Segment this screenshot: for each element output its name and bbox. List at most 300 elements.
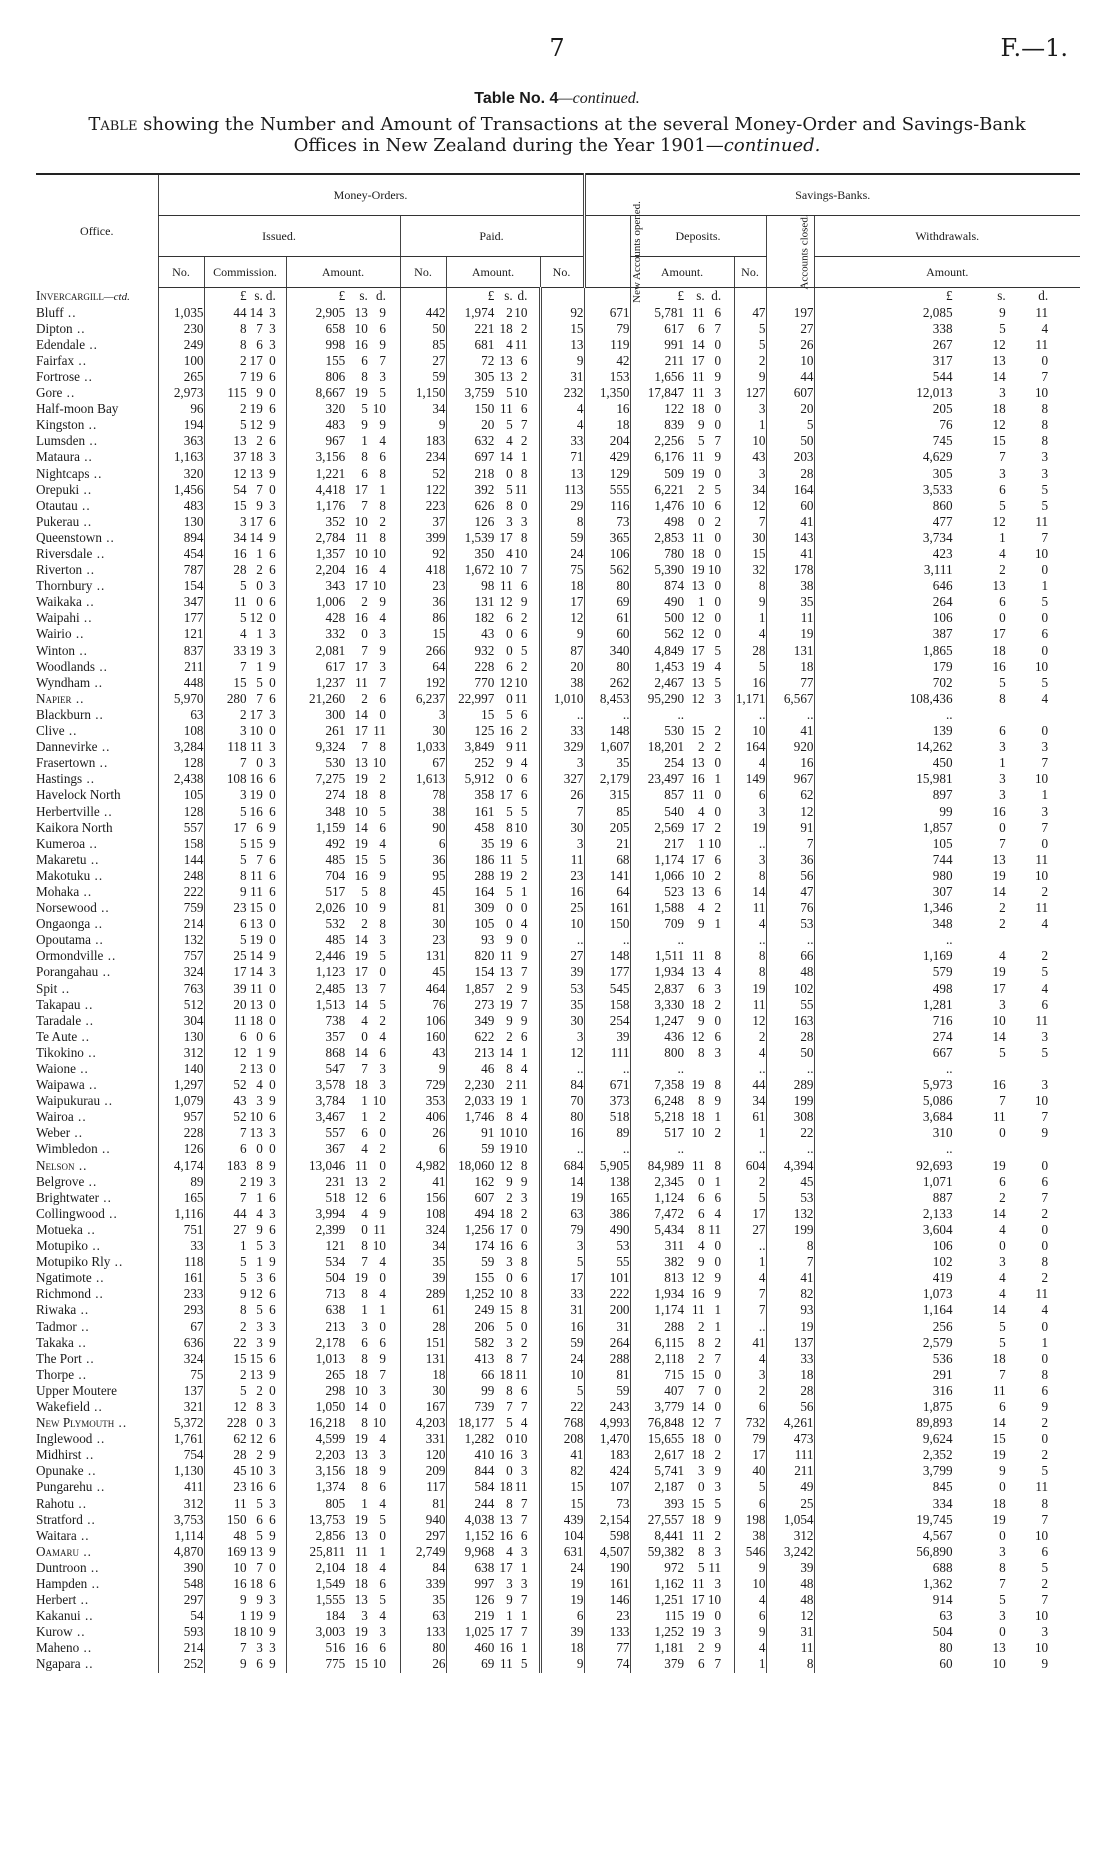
deposits-amount-cell-pence: 0 bbox=[714, 787, 722, 803]
table-row bbox=[36, 433, 1080, 449]
withdrawals-amount-cell-pounds: 338 bbox=[932, 320, 953, 336]
paid-amount-cell-shillings: 2 bbox=[506, 1077, 513, 1093]
issued-amount-cell-pounds: 2,204 bbox=[315, 562, 346, 578]
issued-no-cell: 411 bbox=[158, 1479, 204, 1495]
commission-units-pounds: £ bbox=[240, 288, 247, 304]
office-name bbox=[36, 1335, 158, 1351]
office-name-text: Winton bbox=[36, 642, 76, 658]
issued-amount-cell bbox=[286, 401, 400, 417]
commission-cell bbox=[204, 1190, 286, 1206]
deposits-amount-units bbox=[630, 288, 734, 305]
leader-dots: .. bbox=[95, 658, 108, 674]
deposits-no-cell: 77 bbox=[584, 1640, 630, 1656]
commission-cell-shillings: 7 bbox=[256, 320, 263, 336]
withdrawals-amount-cell-pounds: 9,624 bbox=[922, 1431, 953, 1447]
issued-amount-cell bbox=[286, 755, 400, 771]
paid-no-cell: 38 bbox=[400, 804, 446, 820]
commission-cell bbox=[204, 353, 286, 369]
withdrawals-amount-cell-pence: 5 bbox=[1041, 674, 1049, 690]
accounts-closed-cell: 19 bbox=[734, 820, 766, 836]
new-accounts-cell: 10 bbox=[540, 1367, 584, 1383]
paid-amount-cell-pounds: 844 bbox=[474, 1463, 495, 1479]
paid-no-cell: 23 bbox=[400, 932, 446, 948]
commission-cell-pounds: 5 bbox=[240, 932, 247, 948]
deposits-amount-cell-pence: 8 bbox=[714, 1077, 722, 1093]
deposits-amount-cell-pounds: 17,847 bbox=[647, 385, 685, 401]
withdrawals-amount-cell bbox=[814, 884, 1080, 900]
issued-amount-cell-shillings: 7 bbox=[361, 1061, 368, 1076]
issued-amount-cell-shillings: 10 bbox=[354, 320, 368, 336]
paid-amount-cell-pounds: 739 bbox=[474, 1398, 495, 1414]
commission-cell-pounds: 5 bbox=[240, 610, 247, 626]
issued-no-cell: 33 bbox=[158, 1238, 204, 1254]
accounts-closed-cell: 1 bbox=[734, 417, 766, 433]
deposits-amount-cell bbox=[630, 1319, 734, 1335]
issued-amount-cell-pence: 5 bbox=[379, 385, 386, 401]
paid-amount-cell bbox=[446, 1061, 540, 1077]
office-continued: —ctd. bbox=[103, 290, 130, 303]
issued-amount-cell-shillings: 19 bbox=[354, 1431, 368, 1447]
deposits-amount-cell bbox=[630, 932, 734, 948]
issued-amount-cell-shillings: 17 bbox=[354, 658, 368, 674]
commission-cell-pounds: 44 bbox=[233, 1205, 247, 1221]
issued-no-cell: 837 bbox=[158, 643, 204, 659]
accounts-closed-cell: 15 bbox=[734, 546, 766, 562]
commission-cell-shillings: 17 bbox=[249, 513, 263, 529]
paid-amount-cell-shillings: 5 bbox=[506, 481, 513, 497]
new-accounts-cell: 15 bbox=[540, 1496, 584, 1512]
deposits-amount-cell-pence: 6 bbox=[714, 1028, 722, 1044]
office-name bbox=[36, 546, 158, 562]
deposits-amount-cell-pounds: .. bbox=[677, 1141, 685, 1157]
commission-cell-pounds: 15 bbox=[233, 497, 247, 513]
table-row bbox=[36, 1415, 1080, 1431]
table-row bbox=[36, 1029, 1080, 1045]
issued-amount-cell-shillings: 14 bbox=[354, 1044, 368, 1060]
commission-cell-pounds: 8 bbox=[240, 336, 247, 352]
deposits-amount-cell-pounds: 2,345 bbox=[654, 1173, 685, 1189]
deposits-amount-units-pence: d. bbox=[711, 288, 722, 304]
leader-dots: .. bbox=[85, 835, 98, 851]
commission-cell-shillings: 6 bbox=[256, 1511, 263, 1527]
commission-cell-pence: 0 bbox=[269, 481, 276, 497]
withdrawals-amount-cell-pence: 9 bbox=[1041, 1125, 1049, 1141]
withdrawals-no-cell: 3,242 bbox=[766, 1544, 814, 1560]
paid-amount-cell-pounds: 413 bbox=[474, 1350, 495, 1366]
issued-amount-cell-pence: 9 bbox=[379, 867, 386, 883]
commission-cell-shillings: 19 bbox=[249, 932, 263, 948]
paid-amount-cell-shillings: 5 bbox=[506, 1415, 513, 1431]
paid-amount-cell-shillings: 13 bbox=[499, 964, 513, 980]
issued-amount-cell-pence: 6 bbox=[379, 1576, 386, 1591]
issued-amount-cell-pence: 9 bbox=[379, 417, 386, 433]
leader-dots: .. bbox=[74, 352, 87, 368]
new-accounts-cell: 439 bbox=[540, 1512, 584, 1528]
withdrawals-amount-cell-pounds: 139 bbox=[932, 723, 953, 739]
office-name bbox=[36, 369, 158, 385]
commission-cell-pence: 6 bbox=[269, 1109, 276, 1125]
withdrawals-amount-cell bbox=[814, 1383, 1080, 1399]
withdrawals-no-cell: 199 bbox=[766, 1222, 814, 1238]
paid-no-cell: 4,203 bbox=[400, 1415, 446, 1431]
issued-amount-cell bbox=[286, 385, 400, 401]
withdrawals-amount-cell bbox=[814, 981, 1080, 997]
office-name bbox=[36, 900, 158, 916]
issued-amount-cell-pounds: 806 bbox=[325, 368, 346, 384]
deposits-no-cell: 79 bbox=[584, 321, 630, 337]
deposits-no-cell: 555 bbox=[584, 482, 630, 498]
table-title-continued: —continued. bbox=[558, 90, 640, 107]
withdrawals-no-cell: 5 bbox=[766, 417, 814, 433]
commission-cell-pounds: 118 bbox=[227, 739, 247, 755]
office-name bbox=[36, 804, 158, 820]
deposits-no-cell: 222 bbox=[584, 1286, 630, 1302]
deposits-amount-cell bbox=[630, 1576, 734, 1592]
paid-amount-cell-pence: 3 bbox=[520, 1463, 528, 1479]
issued-no-cell: 304 bbox=[158, 1013, 204, 1029]
commission-cell-pounds: 28 bbox=[233, 1447, 247, 1463]
office-name-text: Takaka bbox=[36, 1334, 74, 1350]
paid-no-cell: 23 bbox=[400, 578, 446, 594]
new-accounts-cell: .. bbox=[540, 1061, 584, 1077]
commission-cell-shillings: 17 bbox=[249, 706, 263, 722]
withdrawals-amount-cell bbox=[814, 787, 1080, 803]
withdrawals-amount-cell-pounds: 105 bbox=[932, 835, 953, 851]
withdrawals-no-cell: 60 bbox=[766, 498, 814, 514]
table-row bbox=[36, 1496, 1080, 1512]
deposits-amount-units-pounds: £ bbox=[677, 288, 685, 304]
issued-amount-cell-pence: 9 bbox=[379, 336, 386, 352]
withdrawals-no-cell: 53 bbox=[766, 1190, 814, 1206]
paid-amount-cell-pounds: 98 bbox=[481, 578, 495, 594]
deposits-amount-cell bbox=[630, 1286, 734, 1302]
deposits-amount-cell bbox=[630, 546, 734, 562]
accounts-closed-cell: 41 bbox=[734, 1335, 766, 1351]
issued-amount-cell-pence: 4 bbox=[379, 562, 386, 578]
issued-amount-cell-shillings: 11 bbox=[355, 674, 368, 690]
paid-amount-cell-pounds: 1,025 bbox=[464, 1624, 495, 1640]
deposits-no-cell: 204 bbox=[584, 433, 630, 449]
office-name-text: Opoutama bbox=[36, 932, 91, 948]
leader-dots: .. bbox=[79, 1543, 92, 1559]
issued-no-cell: 228 bbox=[158, 1125, 204, 1141]
paid-amount-cell-shillings: 16 bbox=[499, 1640, 513, 1656]
paid-amount-cell-pence: 7 bbox=[520, 1592, 528, 1608]
accounts-closed-cell: 732 bbox=[734, 1415, 766, 1431]
new-accounts-cell: 9 bbox=[540, 626, 584, 642]
issued-amount-cell-pence: 6 bbox=[379, 1479, 386, 1495]
deposits-no-cell: 31 bbox=[584, 1319, 630, 1335]
paid-amount-cell-pence: 6 bbox=[520, 352, 528, 368]
table-row bbox=[36, 1254, 1080, 1270]
paid-amount-cell-pence: 8 bbox=[520, 1286, 528, 1302]
deposits-amount-cell bbox=[630, 1190, 734, 1206]
commission-cell-shillings: 9 bbox=[256, 385, 263, 401]
issued-amount-cell-pounds: 3,156 bbox=[315, 1463, 346, 1479]
withdrawals-amount-cell-pounds: 2,133 bbox=[922, 1205, 953, 1221]
leader-dots: .. bbox=[85, 433, 98, 449]
leader-dots: .. bbox=[79, 1640, 93, 1656]
deposits-amount-cell-pounds: 1,656 bbox=[654, 368, 685, 384]
commission-cell-pence: 6 bbox=[269, 1028, 276, 1044]
paid-no-cell: 50 bbox=[400, 321, 446, 337]
paid-amount-cell-pounds: 820 bbox=[474, 948, 495, 964]
paid-no-cell: 297 bbox=[400, 1528, 446, 1544]
commission-cell-shillings: 15 bbox=[249, 835, 263, 851]
leader-dots: .. bbox=[84, 1173, 98, 1189]
withdrawals-amount-cell bbox=[814, 1656, 1080, 1672]
office-name bbox=[36, 1319, 158, 1335]
paid-amount-cell-shillings: 8 bbox=[506, 819, 513, 835]
paid-no-cell: 39 bbox=[400, 1270, 446, 1286]
withdrawals-amount-cell-pence: 5 bbox=[1041, 497, 1049, 513]
issued-amount-cell-shillings: 11 bbox=[355, 529, 368, 545]
new-accounts-cell: 70 bbox=[540, 1093, 584, 1109]
issued-no-cell: 96 bbox=[158, 401, 204, 417]
accounts-closed-cell: 30 bbox=[734, 530, 766, 546]
deposits-amount-cell-shillings: 11 bbox=[691, 1576, 705, 1591]
withdrawals-amount-cell-pounds: 307 bbox=[932, 883, 953, 899]
paid-amount-cell-shillings: 17 bbox=[499, 1221, 513, 1237]
office-name bbox=[36, 884, 158, 900]
deposits-amount-cell bbox=[630, 1383, 734, 1399]
withdrawals-amount-cell-pence: 3 bbox=[1041, 739, 1049, 755]
issued-no-cell: 312 bbox=[158, 1496, 204, 1512]
table-row bbox=[36, 755, 1080, 771]
withdrawals-amount-cell-pounds: 102 bbox=[932, 1254, 953, 1270]
commission-cell-pounds: 2 bbox=[240, 1366, 247, 1382]
deposits-amount-cell-pence: 6 bbox=[714, 304, 722, 320]
deposits-amount-cell-pounds: 5,741 bbox=[654, 1463, 685, 1479]
office-name-text: Blackburn bbox=[36, 706, 91, 722]
commission-cell-pounds: 52 bbox=[233, 1077, 247, 1093]
issued-amount-cell-pence: 3 bbox=[379, 1382, 386, 1398]
office-name bbox=[36, 1560, 158, 1576]
commission-cell-pence: 6 bbox=[269, 562, 276, 578]
new-accounts-cell: 13 bbox=[540, 337, 584, 353]
withdrawals-amount-cell-shillings: 3 bbox=[999, 739, 1006, 755]
issued-amount-cell-pounds: 530 bbox=[325, 755, 346, 771]
withdrawals-no-cell: 199 bbox=[766, 1093, 814, 1109]
commission-cell-shillings: 5 bbox=[256, 1302, 263, 1318]
deposits-amount-cell-pounds: 6,248 bbox=[654, 1093, 685, 1109]
paid-amount-cell bbox=[446, 1367, 540, 1383]
leader-dots: .. bbox=[110, 1254, 124, 1270]
withdrawals-amount-cell-pounds: 4,629 bbox=[922, 449, 953, 465]
commission-cell-pence: 3 bbox=[269, 1318, 276, 1334]
commission-cell bbox=[204, 868, 286, 884]
deposits-amount-cell-pence: 0 bbox=[714, 1254, 722, 1270]
deposits-amount-cell-shillings: 9 bbox=[698, 1012, 705, 1028]
paid-amount-cell bbox=[446, 1077, 540, 1093]
office-name-text: Brightwater bbox=[36, 1189, 99, 1205]
deposits-amount-cell-shillings: 12 bbox=[691, 610, 705, 626]
savings-banks-header: Savings-Banks. bbox=[584, 174, 1080, 216]
issued-amount-cell bbox=[286, 643, 400, 659]
issued-amount-cell-pence: 2 bbox=[379, 1109, 386, 1125]
issued-no-cell: 3,284 bbox=[158, 739, 204, 755]
withdrawals-amount-cell-pence: 11 bbox=[1035, 304, 1049, 320]
deposits-amount-cell-shillings: 4 bbox=[698, 900, 705, 916]
issued-amount-cell-shillings: 14 bbox=[354, 1398, 368, 1414]
withdrawals-amount-cell-pounds: 334 bbox=[932, 1495, 953, 1511]
deposits-no-cell: 69 bbox=[584, 594, 630, 610]
leader-dots: .. bbox=[86, 851, 100, 867]
commission-cell-shillings: 1 bbox=[256, 1254, 263, 1270]
paid-amount-cell-pounds: 69 bbox=[481, 1656, 495, 1672]
office-name-text: Richmond bbox=[36, 1286, 91, 1302]
issued-amount-cell-pounds: 348 bbox=[325, 803, 346, 819]
office-name bbox=[36, 1270, 158, 1286]
withdrawals-amount-cell-pence: 10 bbox=[1034, 867, 1049, 883]
paid-no-cell: 45 bbox=[400, 884, 446, 900]
deposits-no-cell: 141 bbox=[584, 868, 630, 884]
deposits-amount-cell-pounds: 2,617 bbox=[654, 1447, 685, 1463]
new-accounts-cell: 3 bbox=[540, 755, 584, 771]
withdrawals-amount-cell-pence: 0 bbox=[1041, 1431, 1049, 1447]
deposits-no-cell: 490 bbox=[584, 1222, 630, 1238]
commission-cell-pence: 3 bbox=[269, 1173, 276, 1189]
commission-cell-pounds: 27 bbox=[233, 1221, 247, 1237]
deposits-amount-cell-pounds: 530 bbox=[664, 723, 685, 739]
issued-amount-cell-pence: 9 bbox=[379, 594, 386, 610]
office-name-text: Ormondville bbox=[36, 948, 104, 964]
commission-cell-shillings: 16 bbox=[249, 1479, 263, 1495]
new-accounts-cell: 19 bbox=[540, 1190, 584, 1206]
commission-cell bbox=[204, 1479, 286, 1495]
paid-amount-cell-pence: 4 bbox=[520, 916, 528, 932]
commission-cell-pounds: 34 bbox=[233, 529, 247, 545]
office-name bbox=[36, 1592, 158, 1608]
new-accounts-cell: 30 bbox=[540, 820, 584, 836]
withdrawals-no-cell: 62 bbox=[766, 787, 814, 803]
deposits-amount-cell bbox=[630, 997, 734, 1013]
accounts-closed-cell: 164 bbox=[734, 739, 766, 755]
commission-cell-pounds: 33 bbox=[233, 642, 247, 658]
paid-amount-cell bbox=[446, 594, 540, 610]
accounts-closed-cell: .. bbox=[734, 707, 766, 723]
paid-amount-cell bbox=[446, 884, 540, 900]
withdrawals-no-cell: 48 bbox=[766, 964, 814, 980]
withdrawals-amount-cell bbox=[814, 1125, 1080, 1141]
paid-amount-cell-pounds: 1,256 bbox=[464, 1221, 495, 1237]
leader-dots: .. bbox=[79, 481, 93, 497]
new-accounts-cell: 631 bbox=[540, 1544, 584, 1560]
deposits-amount-cell-pence: 11 bbox=[708, 1221, 722, 1237]
withdrawals-no-cell: 11 bbox=[766, 610, 814, 626]
paid-amount-cell bbox=[446, 852, 540, 868]
new-accounts-cell: 5 bbox=[540, 1383, 584, 1399]
paid-amount-cell-shillings: 5 bbox=[506, 1318, 513, 1334]
office-name bbox=[36, 1431, 158, 1447]
accounts-closed-cell: 1 bbox=[734, 610, 766, 626]
withdrawals-amount-cell-shillings: 19 bbox=[992, 1447, 1006, 1463]
commission-cell bbox=[204, 514, 286, 530]
table-row bbox=[36, 1560, 1080, 1576]
issued-no-cell: 593 bbox=[158, 1624, 204, 1640]
deposits-amount-cell bbox=[630, 820, 734, 836]
paid-no-cell: 353 bbox=[400, 1093, 446, 1109]
withdrawals-no-cell: 35 bbox=[766, 594, 814, 610]
deposits-amount-cell-pounds: 288 bbox=[664, 1318, 685, 1334]
office-name bbox=[36, 1512, 158, 1528]
paid-no-cell: 160 bbox=[400, 1029, 446, 1045]
leader-dots: .. bbox=[76, 1318, 90, 1334]
paid-amount-cell bbox=[446, 997, 540, 1013]
commission-cell-pounds: 37 bbox=[233, 449, 247, 465]
issued-amount-cell bbox=[286, 1190, 400, 1206]
office-name-text: Nelson bbox=[36, 1157, 75, 1173]
table-row bbox=[36, 1544, 1080, 1560]
issued-no-cell: 230 bbox=[158, 321, 204, 337]
leader-dots: .. bbox=[76, 1527, 90, 1543]
table-row bbox=[36, 353, 1080, 369]
new-accounts-cell: 53 bbox=[540, 981, 584, 997]
withdrawals-no-cell: 22 bbox=[766, 1125, 814, 1141]
paid-amount-cell bbox=[446, 1190, 540, 1206]
commission-cell-pence: 3 bbox=[269, 336, 276, 352]
issued-amount-cell-pence: 4 bbox=[379, 1286, 386, 1302]
withdrawals-amount-cell-pounds: 267 bbox=[932, 336, 953, 352]
issued-no-cell: 512 bbox=[158, 997, 204, 1013]
leader-dots: .. bbox=[82, 562, 96, 578]
deposits-amount-cell bbox=[630, 1640, 734, 1656]
deposits-no-cell: 518 bbox=[584, 1109, 630, 1125]
paid-amount-cell-pounds: 2,033 bbox=[464, 1093, 495, 1109]
commission-cell-pence: 0 bbox=[269, 980, 276, 996]
issued-amount-cell-pence: 6 bbox=[379, 320, 386, 336]
withdrawals-amount-cell-pounds: 179 bbox=[932, 658, 953, 674]
issued-amount-cell-pounds: 121 bbox=[325, 1238, 346, 1254]
table-row bbox=[36, 530, 1080, 546]
issued-no-cell: 194 bbox=[158, 417, 204, 433]
table-row bbox=[36, 562, 1080, 578]
commission-cell bbox=[204, 1238, 286, 1254]
accounts-closed-cell: 8 bbox=[734, 948, 766, 964]
leader-dots: .. bbox=[99, 803, 113, 819]
new-accounts-cell: 79 bbox=[540, 1222, 584, 1238]
leader-dots: .. bbox=[80, 996, 94, 1012]
deposits-amount-cell bbox=[630, 1592, 734, 1608]
paid-amount-cell-pence: 5 bbox=[520, 803, 528, 819]
paid-amount-cell-pounds: 162 bbox=[474, 1173, 495, 1189]
issued-no-cell: 1,163 bbox=[158, 449, 204, 465]
deposits-amount-cell bbox=[630, 836, 734, 852]
deposits-amount-cell-pounds: 3,779 bbox=[654, 1398, 685, 1414]
withdrawals-amount-cell-pence: 2 bbox=[1041, 948, 1049, 964]
paid-amount-cell bbox=[446, 1624, 540, 1640]
issued-amount-cell-pounds: 1,221 bbox=[315, 465, 346, 481]
issued-amount-cell-shillings: 8 bbox=[361, 449, 368, 465]
paid-amount-cell bbox=[446, 1286, 540, 1302]
new-accounts-cell: 208 bbox=[540, 1431, 584, 1447]
withdrawals-no-cell: .. bbox=[766, 707, 814, 723]
issued-no-cell: 763 bbox=[158, 981, 204, 997]
deposits-amount-cell bbox=[630, 1013, 734, 1029]
deposits-amount-cell bbox=[630, 1415, 734, 1431]
paid-amount-cell-shillings: 14 bbox=[499, 1044, 513, 1060]
table-row bbox=[36, 417, 1080, 433]
paid-amount-cell-pounds: 186 bbox=[474, 851, 495, 867]
paid-amount-cell-shillings: 9 bbox=[506, 932, 513, 948]
commission-cell-pounds: 280 bbox=[226, 690, 247, 706]
deposits-no-cell: 101 bbox=[584, 1270, 630, 1286]
withdrawals-amount-cell bbox=[814, 659, 1080, 675]
page-number: 7 bbox=[549, 34, 565, 62]
issued-amount-cell-pence: 0 bbox=[379, 964, 386, 980]
deposits-amount-cell-shillings: 12 bbox=[691, 1270, 705, 1286]
paid-amount-cell-pounds: 150 bbox=[474, 401, 495, 417]
